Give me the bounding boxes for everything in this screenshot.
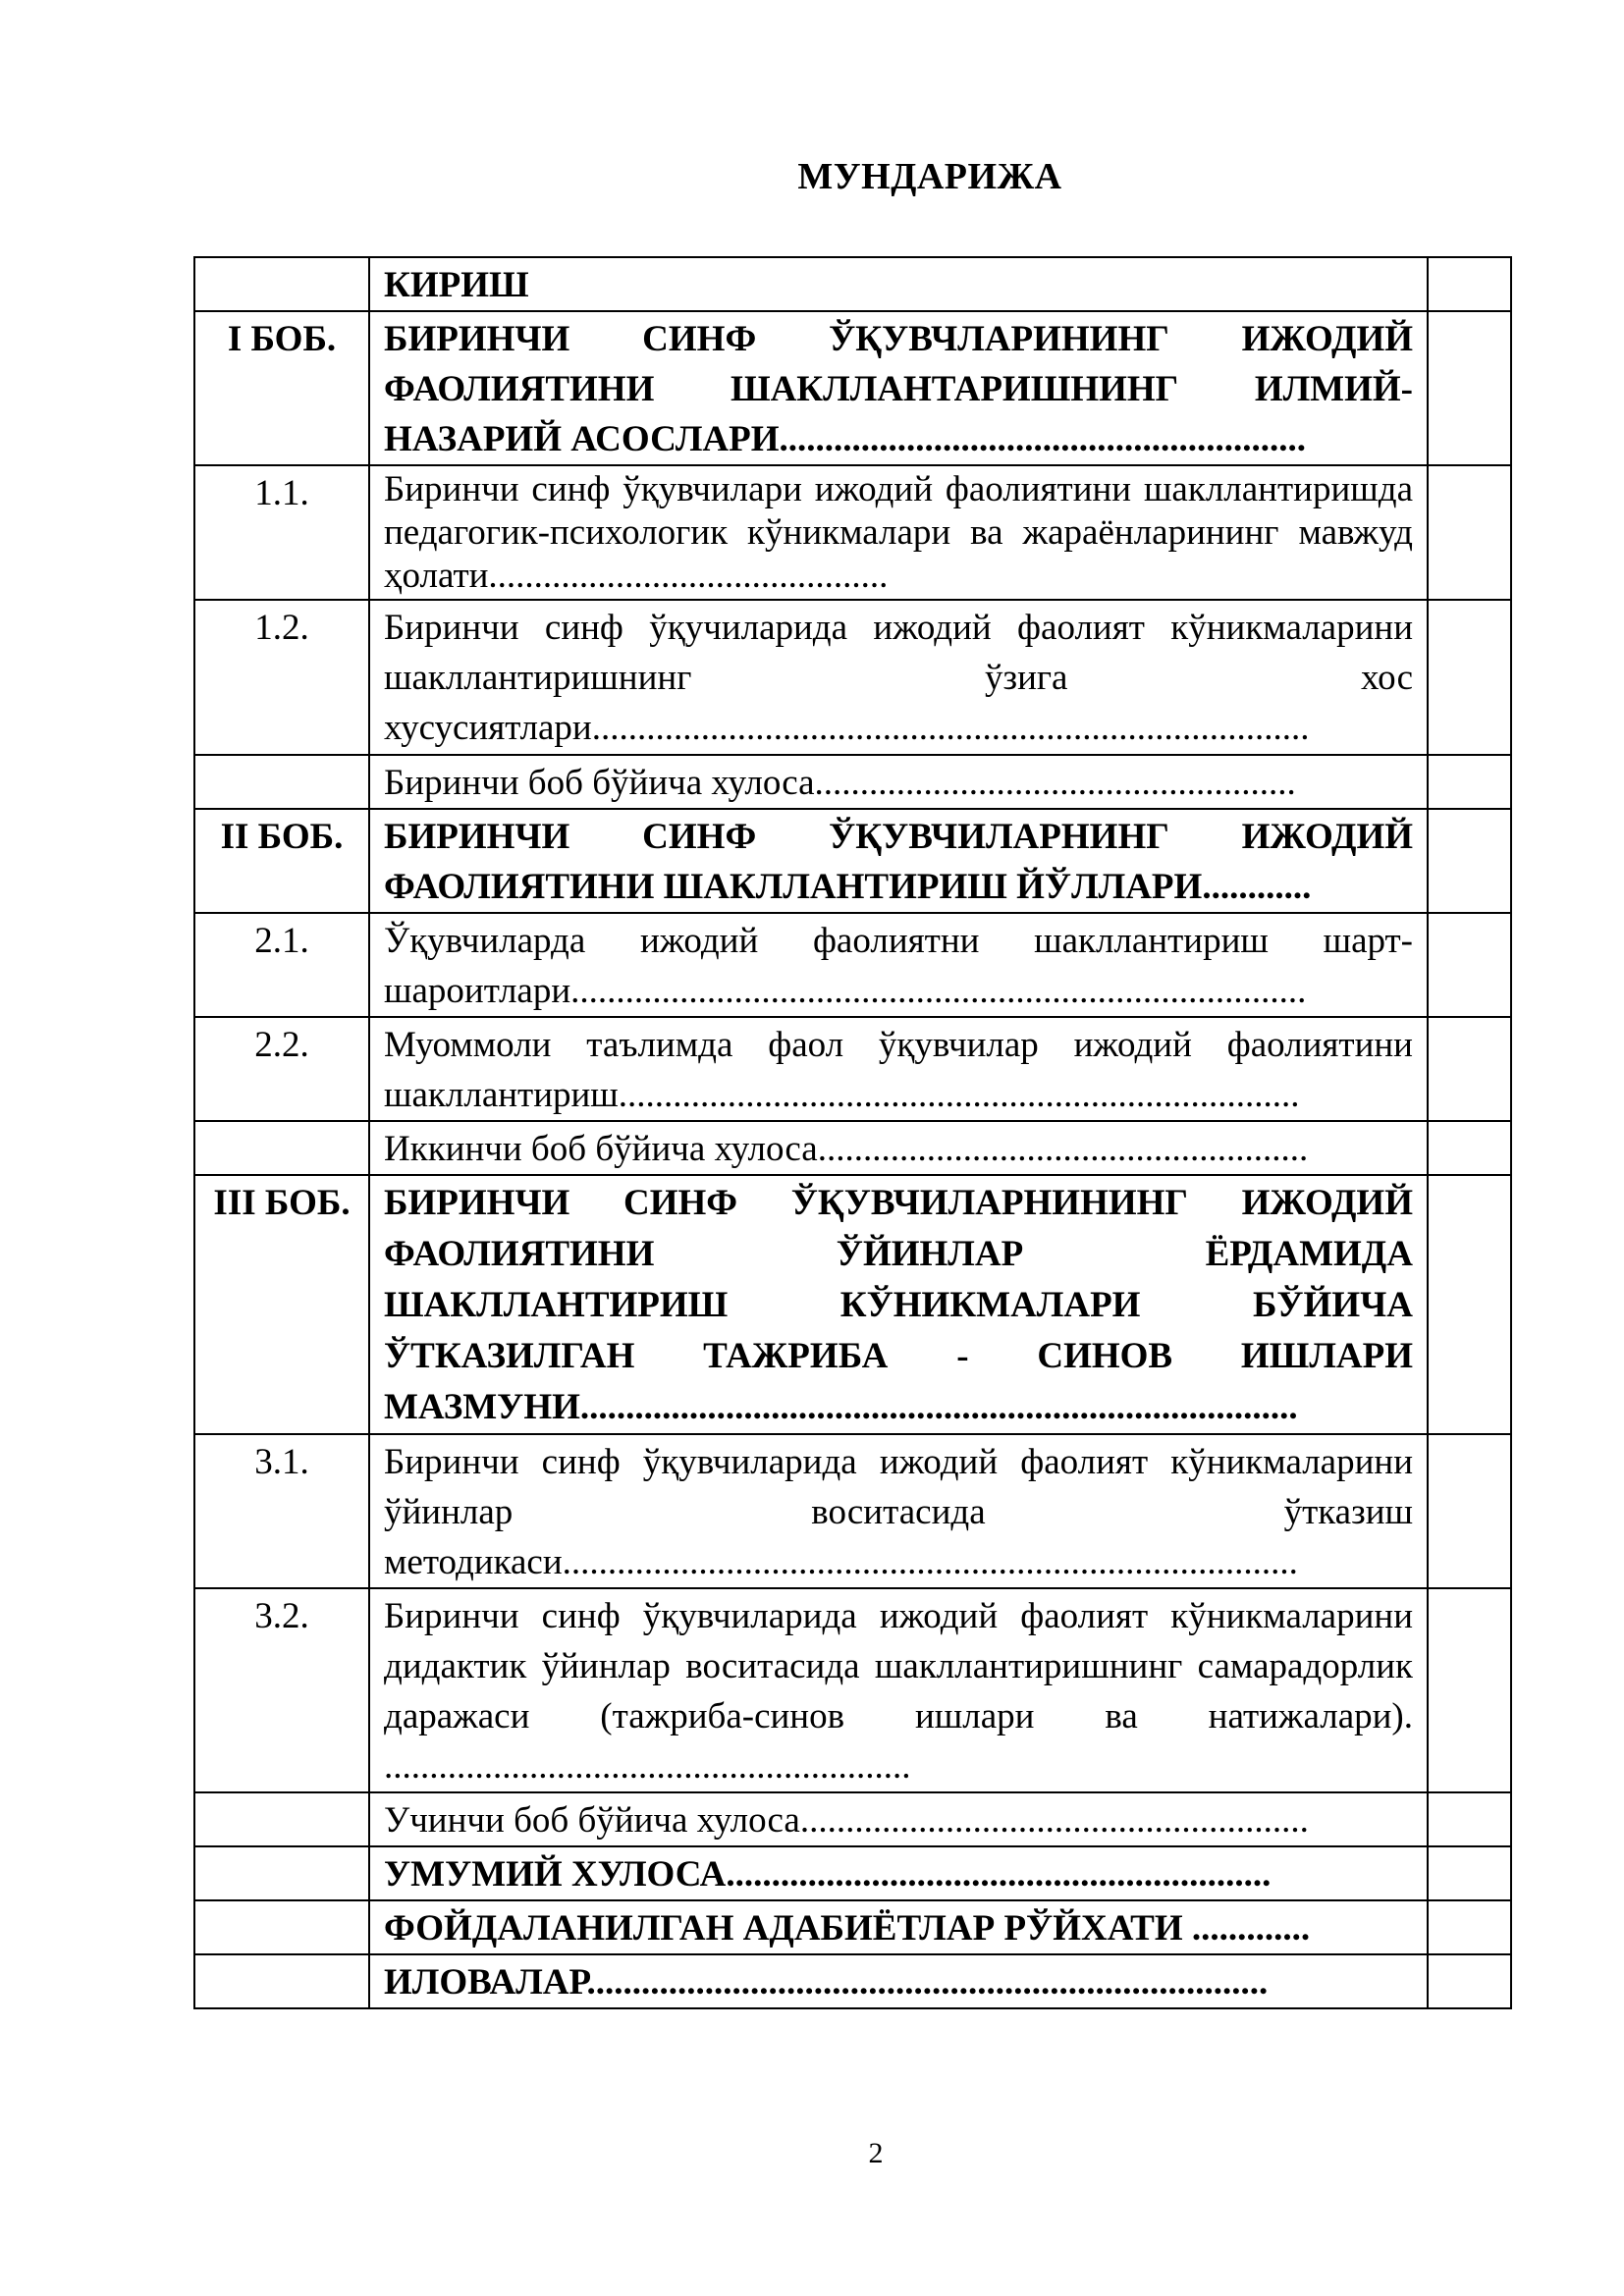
toc-row-section-2-1 [194,913,1511,1017]
toc-row-page [1428,1900,1511,1954]
toc-row-title: Биринчи синф ўқувчиларида ижодий фаолият кўникмаларини дидактик ўйинлар воситасида шакллантиришнинг самарадорлик даражаси (тажриба-синов ишлари ва натижалари). .......................................................... [369,1588,1428,1792]
toc-row-title: УМУМИЙ ХУЛОСА............................................................ [369,1846,1428,1900]
toc-row-title: ИЛОВАЛАР........................................................................... [369,1954,1428,2008]
toc-row-number [194,1121,369,1175]
toc-row-number [194,257,369,311]
toc-row-number [194,755,369,809]
toc-row-title: КИРИШ [369,257,1428,311]
toc-row-number: III БОБ. [194,1175,369,1434]
toc-row-page [1428,1434,1511,1588]
toc-row-section-2-2 [194,1017,1511,1121]
toc-row-title: Муоммоли таълимда фаол ўқувчилар ижодий фаолиятини шакллантириш........................................................................... [369,1017,1428,1121]
toc-row-title: Учинчи боб бўйича хулоса........................................................ [369,1792,1428,1846]
toc-row-title: Иккинчи боб бўйича хулоса...................................................... [369,1121,1428,1175]
toc-row-title: Биринчи боб бўйича хулоса..................................................... [369,755,1428,809]
table-of-contents [193,256,1512,2009]
toc-row-page [1428,311,1511,465]
toc-row-page [1428,1121,1511,1175]
toc-row-conclusion [194,1846,1511,1900]
toc-row-section-1-2 [194,600,1511,755]
toc-row-chapter-1 [194,311,1511,465]
toc-row-title: Биринчи синф ўқувчилари ижодий фаолиятини шакллантиришда педагогик-психологик кўникмалари ва жараёнларининг мавжуд ҳолати............................................ [369,465,1428,600]
toc-row-number [194,1900,369,1954]
toc-row-number: II БОБ. [194,809,369,913]
toc-row-page [1428,257,1511,311]
toc-row-page [1428,465,1511,600]
toc-row-title: БИРИНЧИ СИНФ ЎҚУВЧИЛАРНИНГ ИЖОДИЙ ФАОЛИЯТИНИ ШАКЛЛАНТИРИШ ЙЎЛЛАРИ............ [369,809,1428,913]
toc-row-introduction [194,257,1511,311]
toc-row-page [1428,1588,1511,1792]
toc-row-page [1428,1954,1511,2008]
toc-row-number: 2.1. [194,913,369,1017]
toc-row-section-1-1 [194,465,1511,600]
toc-row-number: 1.2. [194,600,369,755]
toc-row-title: Биринчи синф ўқувчиларида ижодий фаолият кўникмаларини ўйинлар воситасида ўтказиш методикаси................................................................................. [369,1434,1428,1588]
toc-row-chapter-3 [194,1175,1511,1434]
toc-row-chapter-1-summary [194,755,1511,809]
toc-row-page [1428,809,1511,913]
toc-row-number [194,1954,369,2008]
toc-row-chapter-3-summary [194,1792,1511,1846]
toc-row-chapter-2 [194,809,1511,913]
toc-row-title: Биринчи синф ўқучиларида ижодий фаолият кўникмаларини шакллантиришнинг ўзига хос хусусиятлари............................................................................... [369,600,1428,755]
toc-row-page [1428,1792,1511,1846]
toc-row-page [1428,755,1511,809]
toc-row-title: БИРИНЧИ СИНФ ЎҚУВЧИЛАРНИНИНГ ИЖОДИЙ ФАОЛИЯТИНИ ЎЙИНЛАР ЁРДАМИДА ШАКЛЛАНТИРИШ КЎНИКМАЛАРИ БЎЙИЧА ЎТКАЗИЛГАН ТАЖРИБА - СИНОВ ИШЛАРИ МАЗМУНИ............................................................................... [369,1175,1428,1434]
toc-row-number: I БОБ. [194,311,369,465]
toc-row-number: 2.2. [194,1017,369,1121]
toc-row-section-3-2 [194,1588,1511,1792]
page-number: 2 [868,2137,884,2169]
toc-row-chapter-2-summary [194,1121,1511,1175]
toc-row-section-3-1 [194,1434,1511,1588]
toc-row-page [1428,1017,1511,1121]
toc-row-page [1428,1846,1511,1900]
toc-row-appendices [194,1954,1511,2008]
toc-row-title: ФОЙДАЛАНИЛГАН АДАБИЁТЛАР РЎЙХАТИ ............. [369,1900,1428,1954]
toc-row-number: 3.2. [194,1588,369,1792]
toc-row-title: БИРИНЧИ СИНФ ЎҚУВЧЛАРИНИНГ ИЖОДИЙ ФАОЛИЯТИНИ ШАКЛЛАНТАРИШНИНГ ИЛМИЙ-НАЗАРИЙ АСОСЛАРИ.......................................................... [369,311,1428,465]
toc-row-bibliography [194,1900,1511,1954]
toc-row-page [1428,600,1511,755]
toc-row-number [194,1792,369,1846]
page-title: МУНДАРИЖА [797,156,1062,197]
toc-row-page [1428,913,1511,1017]
toc-row-page [1428,1175,1511,1434]
toc-row-number: 1.1. [194,465,369,600]
toc-row-title: Ўқувчиларда ижодий фаолиятни шакллантириш шарт-шароитлари................................................................................. [369,913,1428,1017]
toc-row-number: 3.1. [194,1434,369,1588]
toc-row-number [194,1846,369,1900]
